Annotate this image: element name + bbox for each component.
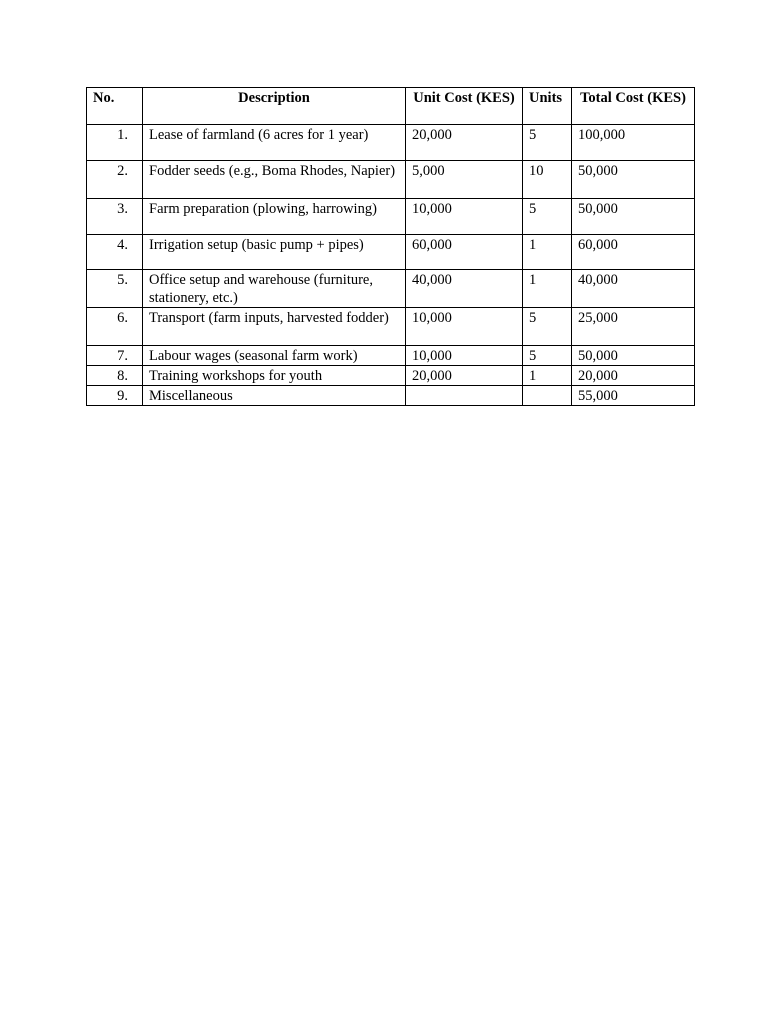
row-description: Labour wages (seasonal farm work) (143, 346, 406, 366)
row-number: 8. (87, 366, 143, 386)
row-total-cost: 20,000 (572, 366, 695, 386)
table-row (87, 366, 695, 386)
row-units: 1 (523, 235, 572, 270)
header-description: Description (143, 88, 406, 125)
table-row (87, 235, 695, 270)
row-number: 9. (87, 386, 143, 406)
header-units: Units (523, 88, 572, 125)
row-description: Training workshops for youth (143, 366, 406, 386)
row-number: 1. (87, 125, 143, 161)
row-unit-cost: 10,000 (406, 199, 523, 235)
row-unit-cost: 5,000 (406, 161, 523, 199)
table-row (87, 270, 695, 308)
row-number: 7. (87, 346, 143, 366)
table-row (87, 386, 695, 406)
row-units: 5 (523, 308, 572, 346)
row-total-cost: 25,000 (572, 308, 695, 346)
row-description: Farm preparation (plowing, harrowing) (143, 199, 406, 235)
row-unit-cost: 10,000 (406, 308, 523, 346)
table-row (87, 125, 695, 161)
table-row (87, 161, 695, 199)
row-unit-cost: 20,000 (406, 125, 523, 161)
row-description: Irrigation setup (basic pump + pipes) (143, 235, 406, 270)
table-row (87, 199, 695, 235)
table-header-row (87, 88, 695, 125)
header-total-cost: Total Cost (KES) (572, 88, 695, 125)
row-units: 1 (523, 270, 572, 308)
row-units: 5 (523, 199, 572, 235)
row-total-cost: 50,000 (572, 199, 695, 235)
row-units: 1 (523, 366, 572, 386)
table-row (87, 346, 695, 366)
row-number: 5. (87, 270, 143, 308)
row-description: Office setup and warehouse (furniture, stationery, etc.) (143, 270, 406, 308)
header-unit-cost: Unit Cost (KES) (406, 88, 523, 125)
row-description: Miscellaneous (143, 386, 406, 406)
header-no: No. (87, 88, 143, 125)
row-units: 5 (523, 346, 572, 366)
row-description: Fodder seeds (e.g., Boma Rhodes, Napier) (143, 161, 406, 199)
row-number: 4. (87, 235, 143, 270)
row-units: 5 (523, 125, 572, 161)
row-unit-cost: 20,000 (406, 366, 523, 386)
row-description: Lease of farmland (6 acres for 1 year) (143, 125, 406, 161)
row-total-cost: 50,000 (572, 161, 695, 199)
row-total-cost: 55,000 (572, 386, 695, 406)
row-unit-cost: 10,000 (406, 346, 523, 366)
table-row (87, 308, 695, 346)
row-number: 2. (87, 161, 143, 199)
row-total-cost: 100,000 (572, 125, 695, 161)
row-unit-cost: 40,000 (406, 270, 523, 308)
row-description: Transport (farm inputs, harvested fodder) (143, 308, 406, 346)
row-total-cost: 40,000 (572, 270, 695, 308)
row-unit-cost (406, 386, 523, 406)
row-total-cost: 50,000 (572, 346, 695, 366)
row-unit-cost: 60,000 (406, 235, 523, 270)
row-total-cost: 60,000 (572, 235, 695, 270)
row-units: 10 (523, 161, 572, 199)
row-number: 3. (87, 199, 143, 235)
budget-table (86, 87, 695, 406)
row-number: 6. (87, 308, 143, 346)
row-units (523, 386, 572, 406)
